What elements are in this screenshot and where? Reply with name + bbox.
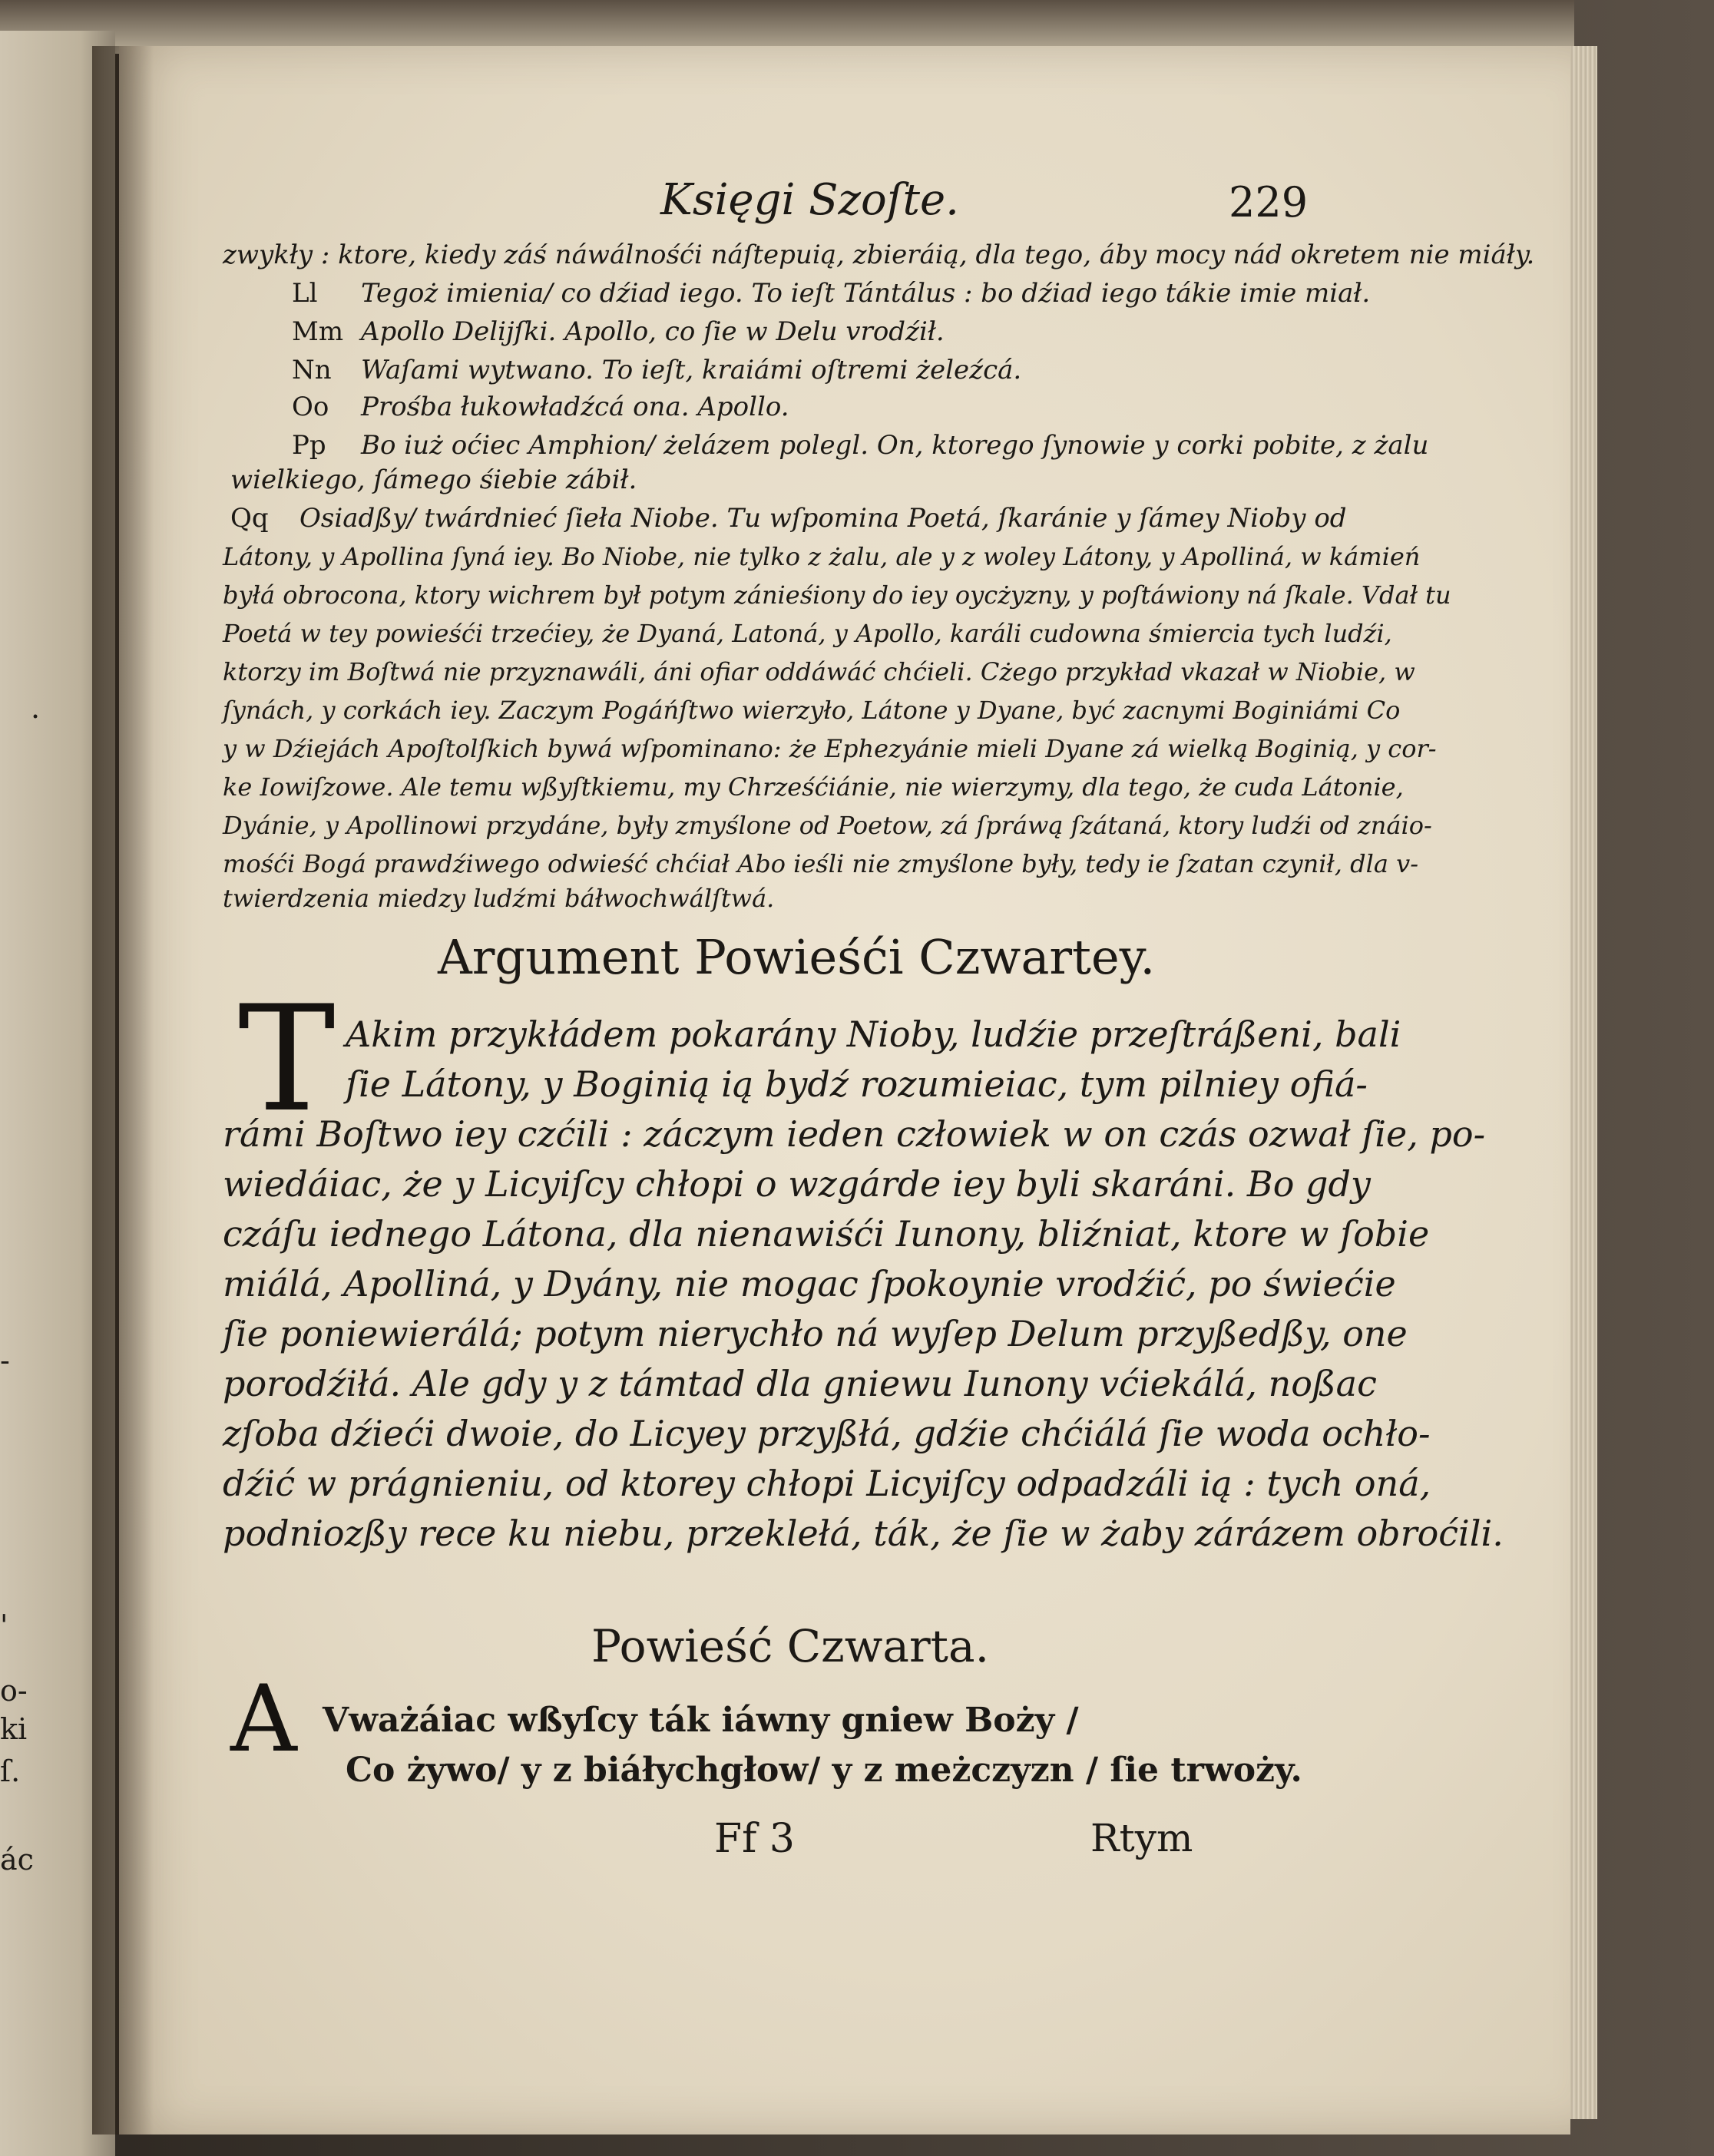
- gloss-line: ſynách, y corkách iey. Zaczym Pogáńſtwo wierzyło, Látone y Dyane, być zacnymi Boginiámi Co: [223, 696, 1401, 725]
- catchword: Rtym: [1090, 1816, 1193, 1860]
- argument-line: miálá, Apolliná, y Dyány, nie mogac ſpokoynie vrodźić, po świećie: [223, 1263, 1396, 1305]
- note-mark: Nn: [292, 355, 332, 385]
- note-line: [292, 430, 1428, 461]
- note-text: Tegoż imienia/ co dźiad iego. To ieſt Tántálus : bo dźiad iego tákie imie miał.: [361, 278, 1371, 309]
- verse-line: Vważáiac wßyſcy ták iáwny gniew Boży /: [323, 1701, 1079, 1740]
- note-text: Prośba łukowładźcá ona. Apollo.: [361, 392, 789, 422]
- note-text: Waſami wytwano. To ieſt, kraiámi oſtremi żeleźcá.: [361, 355, 1022, 385]
- gloss-line: ktorzy im Boſtwá nie przyznawáli, áni ofiar oddáwáć chćieli. Cżego przykład vkazał w Niobie, w: [223, 657, 1415, 686]
- note-text: Apollo Delijſki. Apollo, co ſie w Delu vrodźił.: [361, 316, 945, 347]
- note-text: Bo iuż oćiec Amphion/ żelázem polegl. On, ktorego ſynowie y corki pobite, z żalu: [361, 430, 1429, 461]
- note-line: [223, 240, 1534, 270]
- argument-line: Akim przykłádem pokarány Nioby, ludźie przeſtráßeni, bali: [346, 1014, 1401, 1055]
- argument-line: porodźiłá. Ale gdy y z támtad dla gniewu Iunony vćiekálá, noßac: [223, 1363, 1377, 1404]
- gloss-line: Dyánie, y Apollinowi przydáne, były zmyślone od Poetow, zá ſpráwą ſzátaná, ktory ludźi od znáio-: [223, 811, 1432, 840]
- argument-line: rámi Boſtwo iey czćili : záczym ieden człowiek w on czás ozwał ſie, po-: [223, 1113, 1486, 1155]
- gloss-line: Látony, y Apollina ſyná iey. Bo Niobe, nie tylko z żalu, ale y z woley Látony, y Apolliná, w kámień: [223, 542, 1421, 571]
- argument-line: podniozßy rece ku niebu, przeklełá, ták, że ſie w żaby zárázem obroćili.: [223, 1513, 1504, 1554]
- left-page-fragment: ſ.: [0, 1754, 21, 1788]
- gloss-line: byłá obrocona, ktory wichrem był potym zánieśiony do iey oycżyzny, y poſtáwiony ná ſkale. Vdał tu: [223, 580, 1451, 610]
- left-page-fragment: o-: [0, 1674, 28, 1708]
- left-page-fragment: ki: [0, 1712, 28, 1746]
- note-line: [292, 392, 789, 422]
- page-number: 229: [1229, 178, 1309, 227]
- note-text: Osiadßy/ twárdnieć ſieła Niobe. Tu wſpomina Poetá, ſkaránie y ſámey Nioby od: [299, 503, 1347, 534]
- gloss-line: Poetá w tey powieśći trzećiey, że Dyaná, Latoná, y Apollo, karáli cudowna śmiercia tych ludźi,: [223, 619, 1392, 648]
- book-gutter-shadow: [92, 46, 154, 2135]
- left-page-fragment: ': [0, 1609, 8, 1642]
- note-mark: Pp: [292, 430, 326, 461]
- drop-cap-t: T: [238, 974, 336, 1144]
- left-page-fragment: .: [31, 691, 41, 725]
- gloss-line: twierdzenia miedzy ludźmi báłwochwálſtwá.: [223, 884, 775, 913]
- running-head: Księgi Szoſte.: [660, 175, 959, 225]
- signature-mark: Ff 3: [714, 1816, 795, 1862]
- argument-line: czáſu iednego Látona, dla nienawiśći Iunony, bliźniat, ktore w ſobie: [223, 1213, 1430, 1255]
- verse-line: Co żywo/ y z biáłychgłow/ y z meżczyzn / ſie trwoży.: [346, 1751, 1302, 1790]
- argument-line: ſie poniewierálá; potym nierychło ná wyſep Delum przyßedßy, one: [223, 1313, 1408, 1354]
- note-line: [292, 316, 945, 347]
- note-text: wielkiego, ſámego śiebie zábił.: [230, 465, 637, 495]
- argument-line: zſoba dźieći dwoie, do Licyey przyßłá, gdźie chćiálá ſie woda ochło-: [223, 1413, 1431, 1454]
- note-mark: Mm: [292, 316, 344, 347]
- note-line: [230, 503, 1347, 534]
- note-line: [292, 355, 1021, 385]
- argument-line: wiedáiac, że y Licyiſcy chłopi o wzgárde iey byli skaráni. Bo gdy: [223, 1163, 1371, 1205]
- gloss-line: mośći Bogá prawdźiwego odwieść chćiał Abo ieśli nie zmyślone były, tedy ie ſzatan czynił, dla v-: [223, 849, 1418, 878]
- note-line: [292, 278, 1370, 309]
- story-heading: Powieść Czwarta.: [591, 1620, 990, 1672]
- gloss-line: y w Dźiejách Apoſtolſkich bywá wſpominano: że Ephezyánie mieli Dyane zá wielką Boginią, y cor-: [223, 734, 1437, 763]
- gloss-line: ke Iowiſzowe. Ale temu wßyſtkiemu, my Chrześćiánie, nie wierzymy, dla tego, że cuda Látonie,: [223, 772, 1404, 802]
- left-page-fragment: -: [0, 1344, 10, 1377]
- left-page-fragment: ác: [0, 1843, 34, 1877]
- argument-line: ſie Látony, y Boginią ią bydź rozumieiac, tym pilniey ofiá-: [346, 1063, 1368, 1105]
- argument-line: dźić w prágnieniu, od ktorey chłopi Licyiſcy odpadzáli ią : tych oná,: [223, 1463, 1431, 1504]
- drop-cap-a: A: [230, 1666, 297, 1773]
- note-mark: Qq: [230, 503, 269, 534]
- note-mark: Oo: [292, 392, 329, 422]
- note-mark: Ll: [292, 278, 318, 309]
- note-text: zwykły : ktore, kiedy záś náwálnośći náſtepuią, zbieráią, dla tego, áby mocy nád okretem nie miáły.: [223, 240, 1535, 270]
- note-line: [230, 465, 637, 495]
- argument-heading: Argument Powieśći Czwartey.: [438, 929, 1156, 985]
